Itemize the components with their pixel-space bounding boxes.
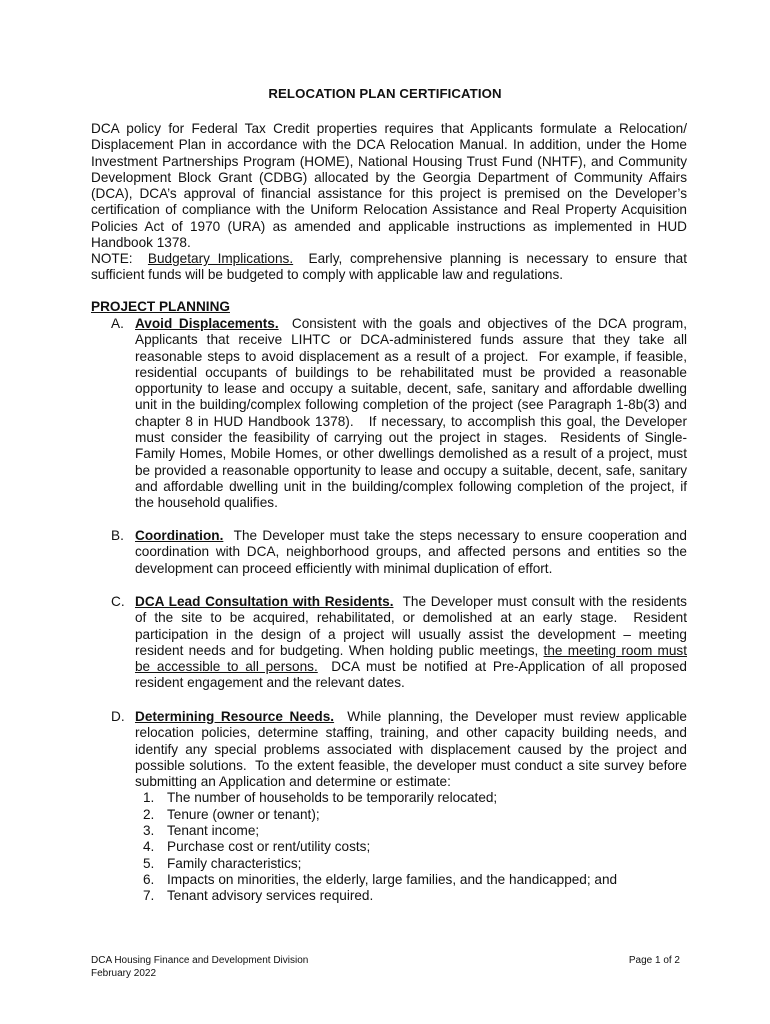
item-lead: DCA Lead Consultation with Residents. (135, 594, 394, 609)
resource-needs-list (135, 790, 687, 904)
section-heading: PROJECT PLANNING (91, 299, 230, 314)
list-item-text: Purchase cost or rent/utility costs; (167, 839, 371, 855)
note-paragraph (91, 251, 691, 284)
item-letter: C. (111, 594, 125, 609)
item-content (135, 528, 691, 577)
item-text: The Developer must take the steps necessary to ensure cooperation and coordination with DCA, neighborhood groups, and affected persons and entities so the development can proceed efficiently with minimal duplication of effort. (135, 528, 691, 576)
item-lead: Determining Resource Needs. (135, 709, 335, 724)
item-lead: Avoid Displacements. (135, 316, 279, 331)
item-coordination (111, 528, 691, 577)
list-item-text: The number of households to be temporarily relocated; (167, 790, 498, 806)
item-letter: A. (111, 316, 124, 331)
item-content (135, 594, 691, 692)
item-avoid-displacements (111, 316, 691, 512)
item-underlined: the meeting room must be accessible to all persons. (135, 642, 687, 675)
note-prefix: NOTE: (91, 251, 148, 266)
list-item-text: Tenure (owner or tenant); (167, 806, 320, 822)
list-item-number: 7. (143, 888, 155, 904)
item-paragraph (135, 709, 691, 790)
list-item-number: 2. (143, 806, 155, 822)
list-item (135, 856, 687, 872)
list-item-text: Tenant advisory services required. (167, 888, 374, 904)
list-item-number: 5. (143, 855, 155, 871)
item-lead-consultation (111, 594, 691, 692)
list-item-text: Tenant income; (167, 823, 260, 839)
item-letter: D. (111, 709, 125, 724)
list-item-number: 3. (143, 823, 155, 839)
item-letter: B. (111, 528, 124, 543)
list-item (135, 790, 687, 806)
list-item-number: 4. (143, 839, 155, 855)
item-text-before: The Developer must consult with the residents of the site to be acquired, rehabilitated, or demolished at an early stage. Resident participation in the design of a project will usually assist the development – meeting resident needs and for budgeting. When holding public meetings, (135, 594, 691, 658)
list-item (135, 807, 687, 823)
item-lead: Coordination. (135, 528, 224, 543)
list-item-number: 1. (143, 790, 155, 806)
footer-division: DCA Housing Finance and Development Division (91, 955, 309, 966)
page-number: Page 1 of 2 (628, 955, 680, 966)
list-item (135, 823, 687, 839)
list-item-text: Family characteristics; (167, 855, 302, 871)
list-item (135, 888, 687, 904)
note-text: Early, comprehensive planning is necessary to ensure that sufficient funds will be budgeted to comply with applicable law and regulations. (91, 251, 691, 283)
list-item (135, 839, 687, 855)
list-item (135, 872, 687, 888)
item-content (135, 709, 691, 905)
footer-date: February 2022 (91, 968, 157, 979)
intro-paragraph: DCA policy for Federal Tax Credit properties requires that Applicants formulate a Relocation/ Displacement Plan in accordance with the DCA Relocation Manual. In addition, under the Home Investment Partnerships Program (HOME), National Housing Trust Fund (NHTF), and Community Development Block Grant (CDBG) allocated by the Georgia Department of Community Affairs (DCA), DCA’s approval of financial assistance for this project is premised on the Developer’s certification of compliance with the Uniform Relocation Assistance and Real Property Acquisition Policies Act of 1970 (URA) as amended and applicable instructions as implemented in HUD Handbook 1378. (91, 121, 687, 251)
list-item-text: Impacts on minorities, the elderly, large families, and the handicapped; and (167, 871, 618, 887)
item-text: Consistent with the goals and objectives of the DCA program, Applicants that receive LIHTC or DCA-administered funds assure that they take all reasonable steps to avoid displacement as a result of a project. For example, if feasible, residential occupants of buildings to be rehabilitated must be provided a reasonable opportunity to lease and occupy a suitable, decent, safe, sanitary and affordable dwelling unit in the building/complex following completion of the project (see Paragraph 1-8b(3) and chapter 8 in HUD Handbook 1378). If necessary, to accomplish this goal, the Developer must consider the feasibility of carrying out the project in stages. Residents of Single-Family Homes, Mobile Homes, or other dwellings demolished as a result of a project, must be provided a reasonable opportunity to lease and occupy a suitable, decent, safe, sanitary and affordable dwelling unit in the building/complex following completion of the project, if the household qualifies. (135, 316, 691, 511)
footer-left (91, 954, 308, 980)
document-title: RELOCATION PLAN CERTIFICATION (268, 86, 502, 101)
item-text-after: DCA must be notified at Pre-Application of all proposed resident engagement and the relevant dates. (135, 659, 691, 691)
item-text: While planning, the Developer must review applicable relocation policies, determine staffing, training, and other capacity building needs, and identify any special problems associated with displacement caused by the project and possible solutions. To the extent feasible, the developer must conduct a site survey before submitting an Application and determine or estimate: (135, 709, 691, 790)
item-resource-needs (111, 709, 691, 905)
note-underlined: Budgetary Implications. (147, 251, 294, 266)
item-content (135, 316, 691, 512)
list-item-number: 6. (143, 871, 155, 887)
